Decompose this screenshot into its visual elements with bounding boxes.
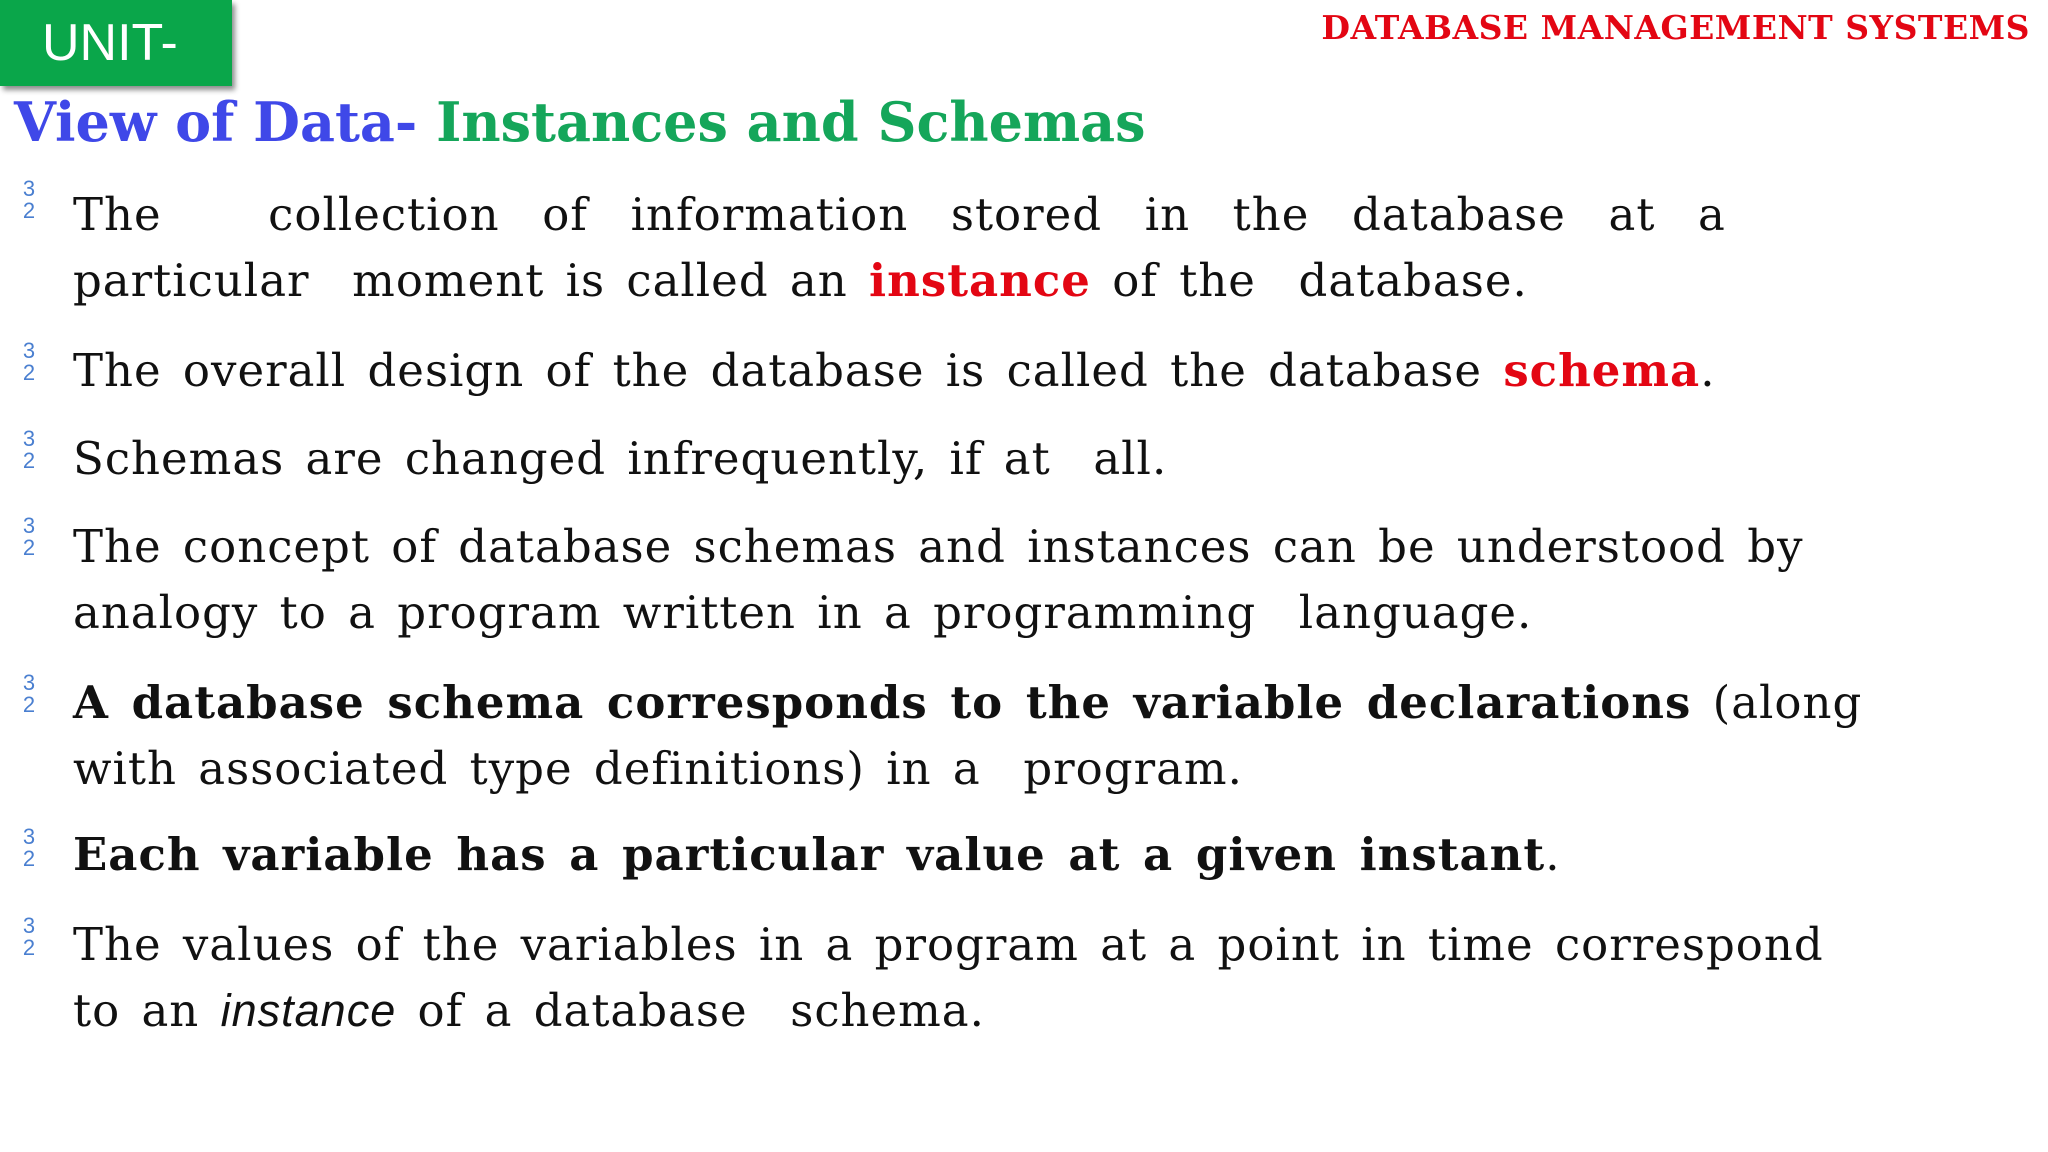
bullet-line: to an instance of a database schema. — [73, 984, 985, 1037]
bullet-text — [73, 182, 2003, 314]
course-title: DATABASE MANAGEMENT SYSTEMS — [1321, 8, 2030, 47]
bullet-marker: 3 2 — [22, 176, 36, 223]
bullet-line: The concept of database schemas and instances can be understood by — [73, 520, 1804, 573]
bullet-bold-text: Each variable has a particular value at a given instant — [73, 828, 1546, 881]
bullet-text — [73, 912, 2003, 1044]
term-instance-italic: instance — [220, 985, 397, 1036]
bullet-text — [73, 338, 2003, 404]
bullet-line: A database schema corresponds to the variable declarations (along — [73, 676, 1863, 729]
term-schema: schema — [1503, 344, 1701, 397]
bullet-line: particular moment is called an instance of the database. — [73, 254, 1528, 307]
bullet-bold-text: A database schema corresponds to the variable declarations — [73, 676, 1692, 729]
bullet-line: analogy to a program written in a programming language. — [73, 586, 1533, 639]
bullet-line: with associated type definitions) in a program. — [73, 742, 1243, 795]
slide-title — [14, 90, 1146, 154]
bullet-marker: 3 2 — [22, 513, 36, 560]
unit-label: UNIT- — [0, 0, 232, 86]
bullet-text — [73, 514, 2003, 646]
bullet-line: The collection of information stored in the database at a — [73, 188, 1726, 241]
bullet-marker: 3 2 — [22, 670, 36, 717]
bullet-text — [73, 426, 2003, 492]
bullet-text — [73, 670, 2003, 802]
bullet-line: The overall design of the database is called the database schema. — [73, 344, 1716, 397]
bullet-marker: 3 2 — [22, 913, 36, 960]
bullet-text — [73, 822, 2003, 888]
slide-title-part-a: View of Data- — [14, 90, 418, 154]
slide-title-part-b: Instances and Schemas — [436, 90, 1146, 154]
bullet-marker: 3 2 — [22, 824, 36, 871]
bullet-line: Schemas are changed infrequently, if at all. — [73, 432, 1168, 485]
bullet-line: The values of the variables in a program at a point in time correspond — [73, 918, 1824, 971]
bullet-marker: 3 2 — [22, 338, 36, 385]
bullet-line: Each variable has a particular value at a given instant. — [73, 828, 1561, 881]
term-instance: instance — [869, 254, 1091, 307]
bullet-marker: 3 2 — [22, 426, 36, 473]
